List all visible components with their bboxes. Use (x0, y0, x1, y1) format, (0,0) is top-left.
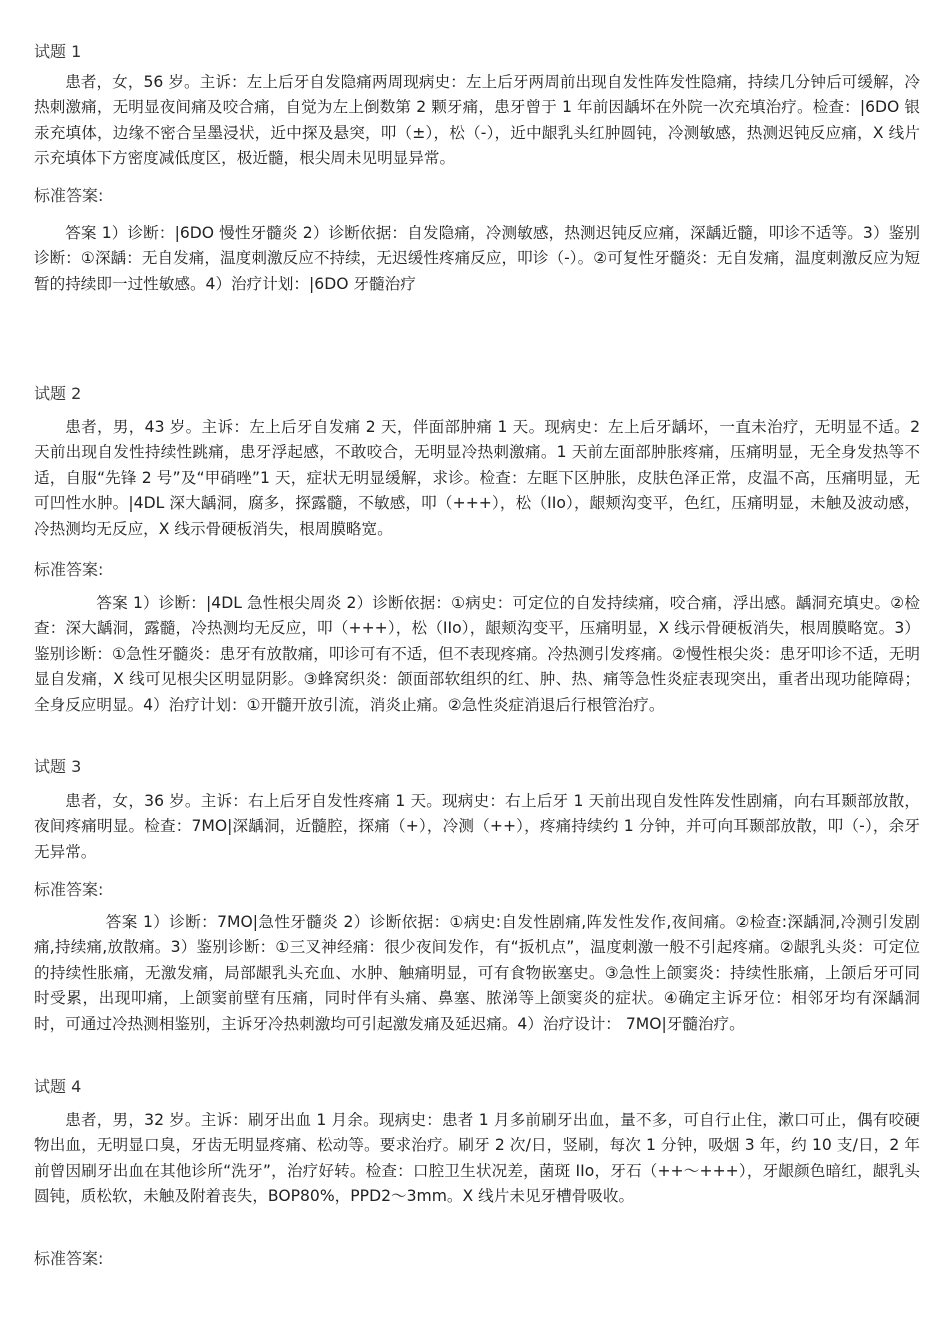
question-4-answer-label: 标准答案: (34, 1249, 104, 1268)
question-2-title: 试题 2 (34, 384, 82, 403)
question-1-case: 患者，女，56 岁。主诉：左上后牙自发隐痛两周现病史：左上后牙两周前出现自发性阵发性隐痛，持续几分钟后可缓解，冷热刺激痛，无明显夜间痛及咬合痛，自觉为左上倒数第 2 颗牙痛，患牙曾于 1 年前因龋坏在外院一次充填治疗。检查：|6DO 银汞充填体，边缘不密合呈墨浸状，近中探及悬突，叩（±），松（-），近中龈乳头红肿圆钝，冷测敏感，热测迟钝反应痛，X 线片示充填体下方密度减低度区，极近髓，根尖周未见明显异常。 (34, 73, 920, 168)
question-3-answer: 答案 1）诊断：7MO|急性牙髓炎 2）诊断依据：①病史:自发性剧痛,阵发性发作,夜间痛。②检查:深龋洞,冷测引发剧痛,持续痛,放散痛。3）鉴别诊断：①三叉神经痛：很少夜间发作，有“扳机点”，温度刺激一般不引起疼痛。②龈乳头炎：可定位的持续性胀痛，无激发痛，局部龈乳头充血、水肿、触痛明显，可有食物嵌塞史。③急性上颌窦炎：持续性胀痛，上颌后牙可同时受累，出现叩痛，上颌窦前壁有压痛，同时伴有头痛、鼻塞、脓涕等上颌窦炎的症状。④确定主诉牙位：相邻牙均有深龋洞时，可通过冷热测相鉴别，主诉牙冷热刺激均可引起激发痛及延迟痛。4）治疗设计： 7MO|牙髓治疗。 (34, 913, 920, 1033)
question-2-answer: 答案 1）诊断：|4DL 急性根尖周炎 2）诊断依据：①病史：可定位的自发持续痛，咬合痛，浮出感。龋洞充填史。②检查：深大龋洞，露髓，冷热测均无反应，叩（+++），松（IIo），龈颊沟变平，压痛明显，X 线示骨硬板消失，根周膜略宽。3）鉴别诊断：①急性牙髓炎：患牙有放散痛，叩诊可有不适，但不表现疼痛。冷热测引发疼痛。②慢性根尖炎：患牙叩诊不适，无明显自发痛，X 线可见根尖区明显阴影。③蜂窝织炎：颌面部软组织的红、肿、热、痛等急性炎症表现突出，重者出现功能障碍；全身反应明显。4）治疗计划：①开髓开放引流，消炎止痛。②急性炎症消退后行根管治疗。 (34, 594, 920, 714)
question-2-answer-label: 标准答案: (34, 560, 104, 579)
question-1-answer-label: 标准答案: (34, 186, 104, 205)
question-1-title: 试题 1 (34, 42, 82, 61)
question-1-answer: 答案 1）诊断：|6DO 慢性牙髓炎 2）诊断依据：自发隐痛，冷测敏感，热测迟钝反应痛，深龋近髓，叩诊不适等。3）鉴别诊断：①深龋：无自发痛，温度刺激反应不持续，无迟缓性疼痛反应，叩诊（-）。②可复性牙髓炎：无自发痛，温度刺激反应为短暂的持续即一过性敏感。4）治疗计划：|6DO 牙髓治疗 (34, 224, 920, 293)
question-3-answer-label: 标准答案: (34, 880, 104, 899)
question-2-case: 患者，男，43 岁。主诉：左上后牙自发痛 2 天，伴面部肿痛 1 天。现病史：左上后牙龋坏，一直未治疗，无明显不适。2 天前出现自发性持续性跳痛，患牙浮起感，不敢咬合，无明显冷热刺激痛。1 天前左面部肿胀疼痛，压痛明显，无全身发热等不适，自服“先锋 2 号”及“甲硝唑”1 天，症状无明显缓解，求诊。检查：左眶下区肿胀，皮肤色泽正常，皮温不高，压痛明显，无可凹性水肿。|4DL 深大龋洞，腐多，探露髓，不敏感，叩（+++），松（IIo），龈颊沟变平，色红，压痛明显，未触及波动感，冷热测均无反应，X 线示骨硬板消失，根周膜略宽。 (34, 418, 920, 538)
question-3-case: 患者，女，36 岁。主诉：右上后牙自发性疼痛 1 天。现病史：右上后牙 1 天前出现自发性阵发性剧痛，向右耳颞部放散，夜间疼痛明显。检查：7MO|深龋洞，近髓腔，探痛（+），冷测（++），疼痛持续约 1 分钟，并可向耳颞部放散，叩（-），余牙无异常。 (34, 792, 920, 861)
question-3-title: 试题 3 (34, 757, 82, 776)
question-4-title: 试题 4 (34, 1077, 82, 1096)
question-4-case: 患者，男，32 岁。主诉：刷牙出血 1 月余。现病史：患者 1 月多前刷牙出血，量不多，可自行止住，漱口可止，偶有咬硬物出血，无明显口臭，牙齿无明显疼痛、松动等。要求治疗。刷牙 2 次/日，竖刷，每次 1 分钟，吸烟 3 年，约 10 支/日，2 年前曾因刷牙出血在其他诊所“洗牙”，治疗好转。检查：口腔卫生状况差，菌斑 IIo，牙石（++～+++），牙龈颜色暗红，龈乳头圆钝，质松软，未触及附着丧失，BOP80%，PPD2～3mm。X 线片未见牙槽骨吸收。 (34, 1111, 920, 1206)
